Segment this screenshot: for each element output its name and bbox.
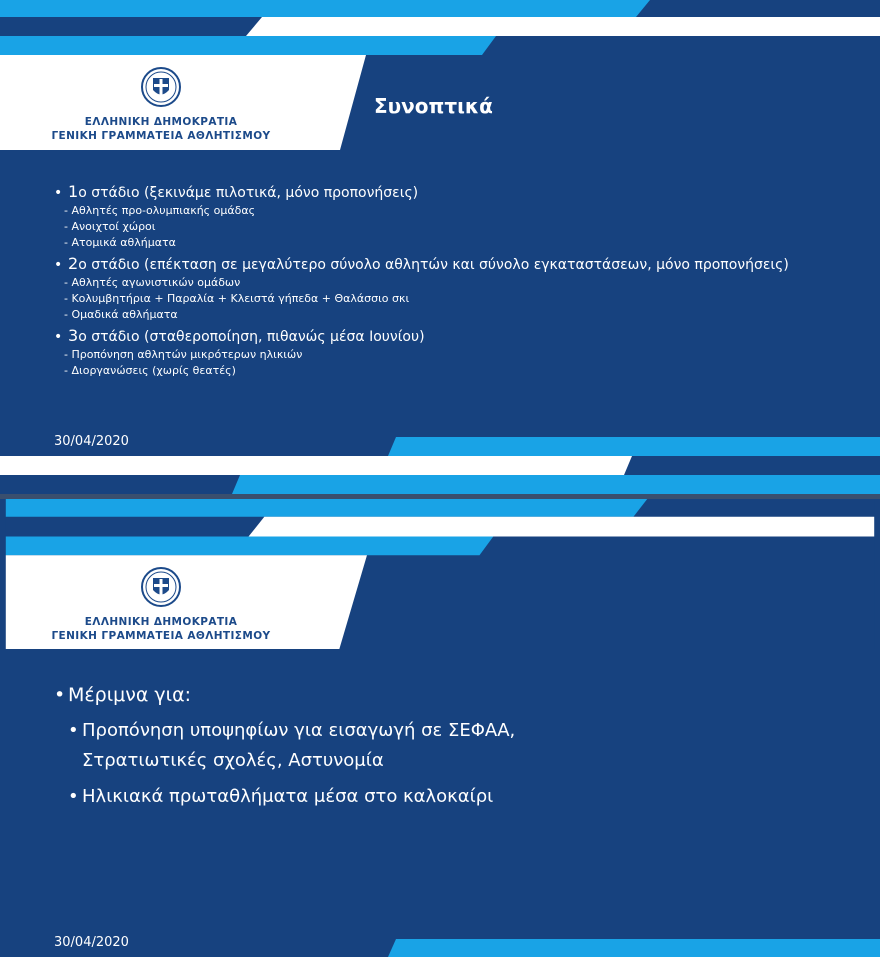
stages-list xyxy=(54,182,789,379)
stage-3: • 3ο στάδιο (σταθεροποίηση, πιθανώς μέσα Ιουνίου) xyxy=(54,326,425,345)
care-item-1: • Προπόνηση υποψηφίων για εισαγωγή σε ΣΕΦΑΑ, Στρατιωτικές σχολές, Αστυνομία xyxy=(68,716,515,776)
stage-1: • 1ο στάδιο (ξεκινάμε πιλοτικά, μόνο προπονήσεις) xyxy=(54,182,419,201)
stage-item: - Ατομικά αθλήματα xyxy=(64,236,176,249)
stage-item: - Κολυμβητήρια + Παραλία + Κλειστά γήπεδα + Θαλάσσιο σκι xyxy=(64,292,410,305)
slide-date: 30/04/2020 xyxy=(54,935,129,950)
organization-name xyxy=(0,115,322,143)
stage-item: - Αθλητές προ-ολυμπιακής ομάδας xyxy=(64,204,256,217)
care-item-text-continued: Στρατιωτικές σχολές, Αστυνομία xyxy=(82,750,384,771)
org-line-1: ΕΛΛΗΝΙΚΗ ΔΗΜΟΚΡΑΤΙΑ xyxy=(84,616,238,628)
stage-text: ο στάδιο (σταθεροποίηση, πιθανώς μέσα Ιουνίου) xyxy=(78,329,425,345)
care-heading: • Μέριμνα για: xyxy=(54,684,192,706)
stage-number: 1 xyxy=(68,182,79,201)
stage-item: - Διοργανώσεις (χωρίς θεατές) xyxy=(64,364,236,377)
footer-stripes xyxy=(0,939,880,957)
org-line-2: ΓΕΝΙΚΗ ΓΡΑΜΜΑΤΕΙΑ ΑΘΛΗΤΙΣΜΟΥ xyxy=(51,130,271,142)
greek-emblem-icon xyxy=(140,66,182,108)
stage-text: ο στάδιο (ξεκινάμε πιλοτικά, μόνο προπονήσεις) xyxy=(78,185,419,201)
stage-2: • 2ο στάδιο (επέκταση σε μεγαλύτερο σύνολο αθλητών και σύνολο εγκαταστάσεων, μόνο προπονήσεις) xyxy=(54,254,789,273)
footer-stripes xyxy=(0,437,880,494)
stage-text: ο στάδιο (επέκταση σε μεγαλύτερο σύνολο αθλητών και σύνολο εγκαταστάσεων, μόνο προπονήσεις) xyxy=(78,257,789,273)
org-line-1: ΕΛΛΗΝΙΚΗ ΔΗΜΟΚΡΑΤΙΑ xyxy=(84,116,238,128)
slide-title: Συνοπτικά xyxy=(374,94,493,118)
care-item-text: Ηλικιακά πρωταθλήματα μέσα στο καλοκαίρι xyxy=(82,786,494,807)
stage-item: - Προπόνηση αθλητών μικρότερων ηλικιών xyxy=(64,348,303,361)
stage-item: - Ανοιχτοί χώροι xyxy=(64,220,156,233)
stage-number: 2 xyxy=(68,254,79,273)
org-line-2: ΓΕΝΙΚΗ ΓΡΑΜΜΑΤΕΙΑ ΑΘΛΗΤΙΣΜΟΥ xyxy=(51,630,271,642)
slide-date: 30/04/2020 xyxy=(54,434,129,449)
greek-emblem-icon xyxy=(140,566,182,608)
care-item-2: • Ηλικιακά πρωταθλήματα μέσα στο καλοκαίρι xyxy=(68,786,494,807)
stage-item: - Αθλητές αγωνιστικών ομάδων xyxy=(64,276,241,289)
organization-name xyxy=(0,615,322,643)
care-heading-text: Μέριμνα για: xyxy=(68,684,192,706)
care-item-text: Προπόνηση υποψηφίων για εισαγωγή σε ΣΕΦΑΑ, xyxy=(82,720,516,741)
stage-number: 3 xyxy=(68,326,79,345)
stage-item: - Ομαδικά αθλήματα xyxy=(64,308,178,321)
